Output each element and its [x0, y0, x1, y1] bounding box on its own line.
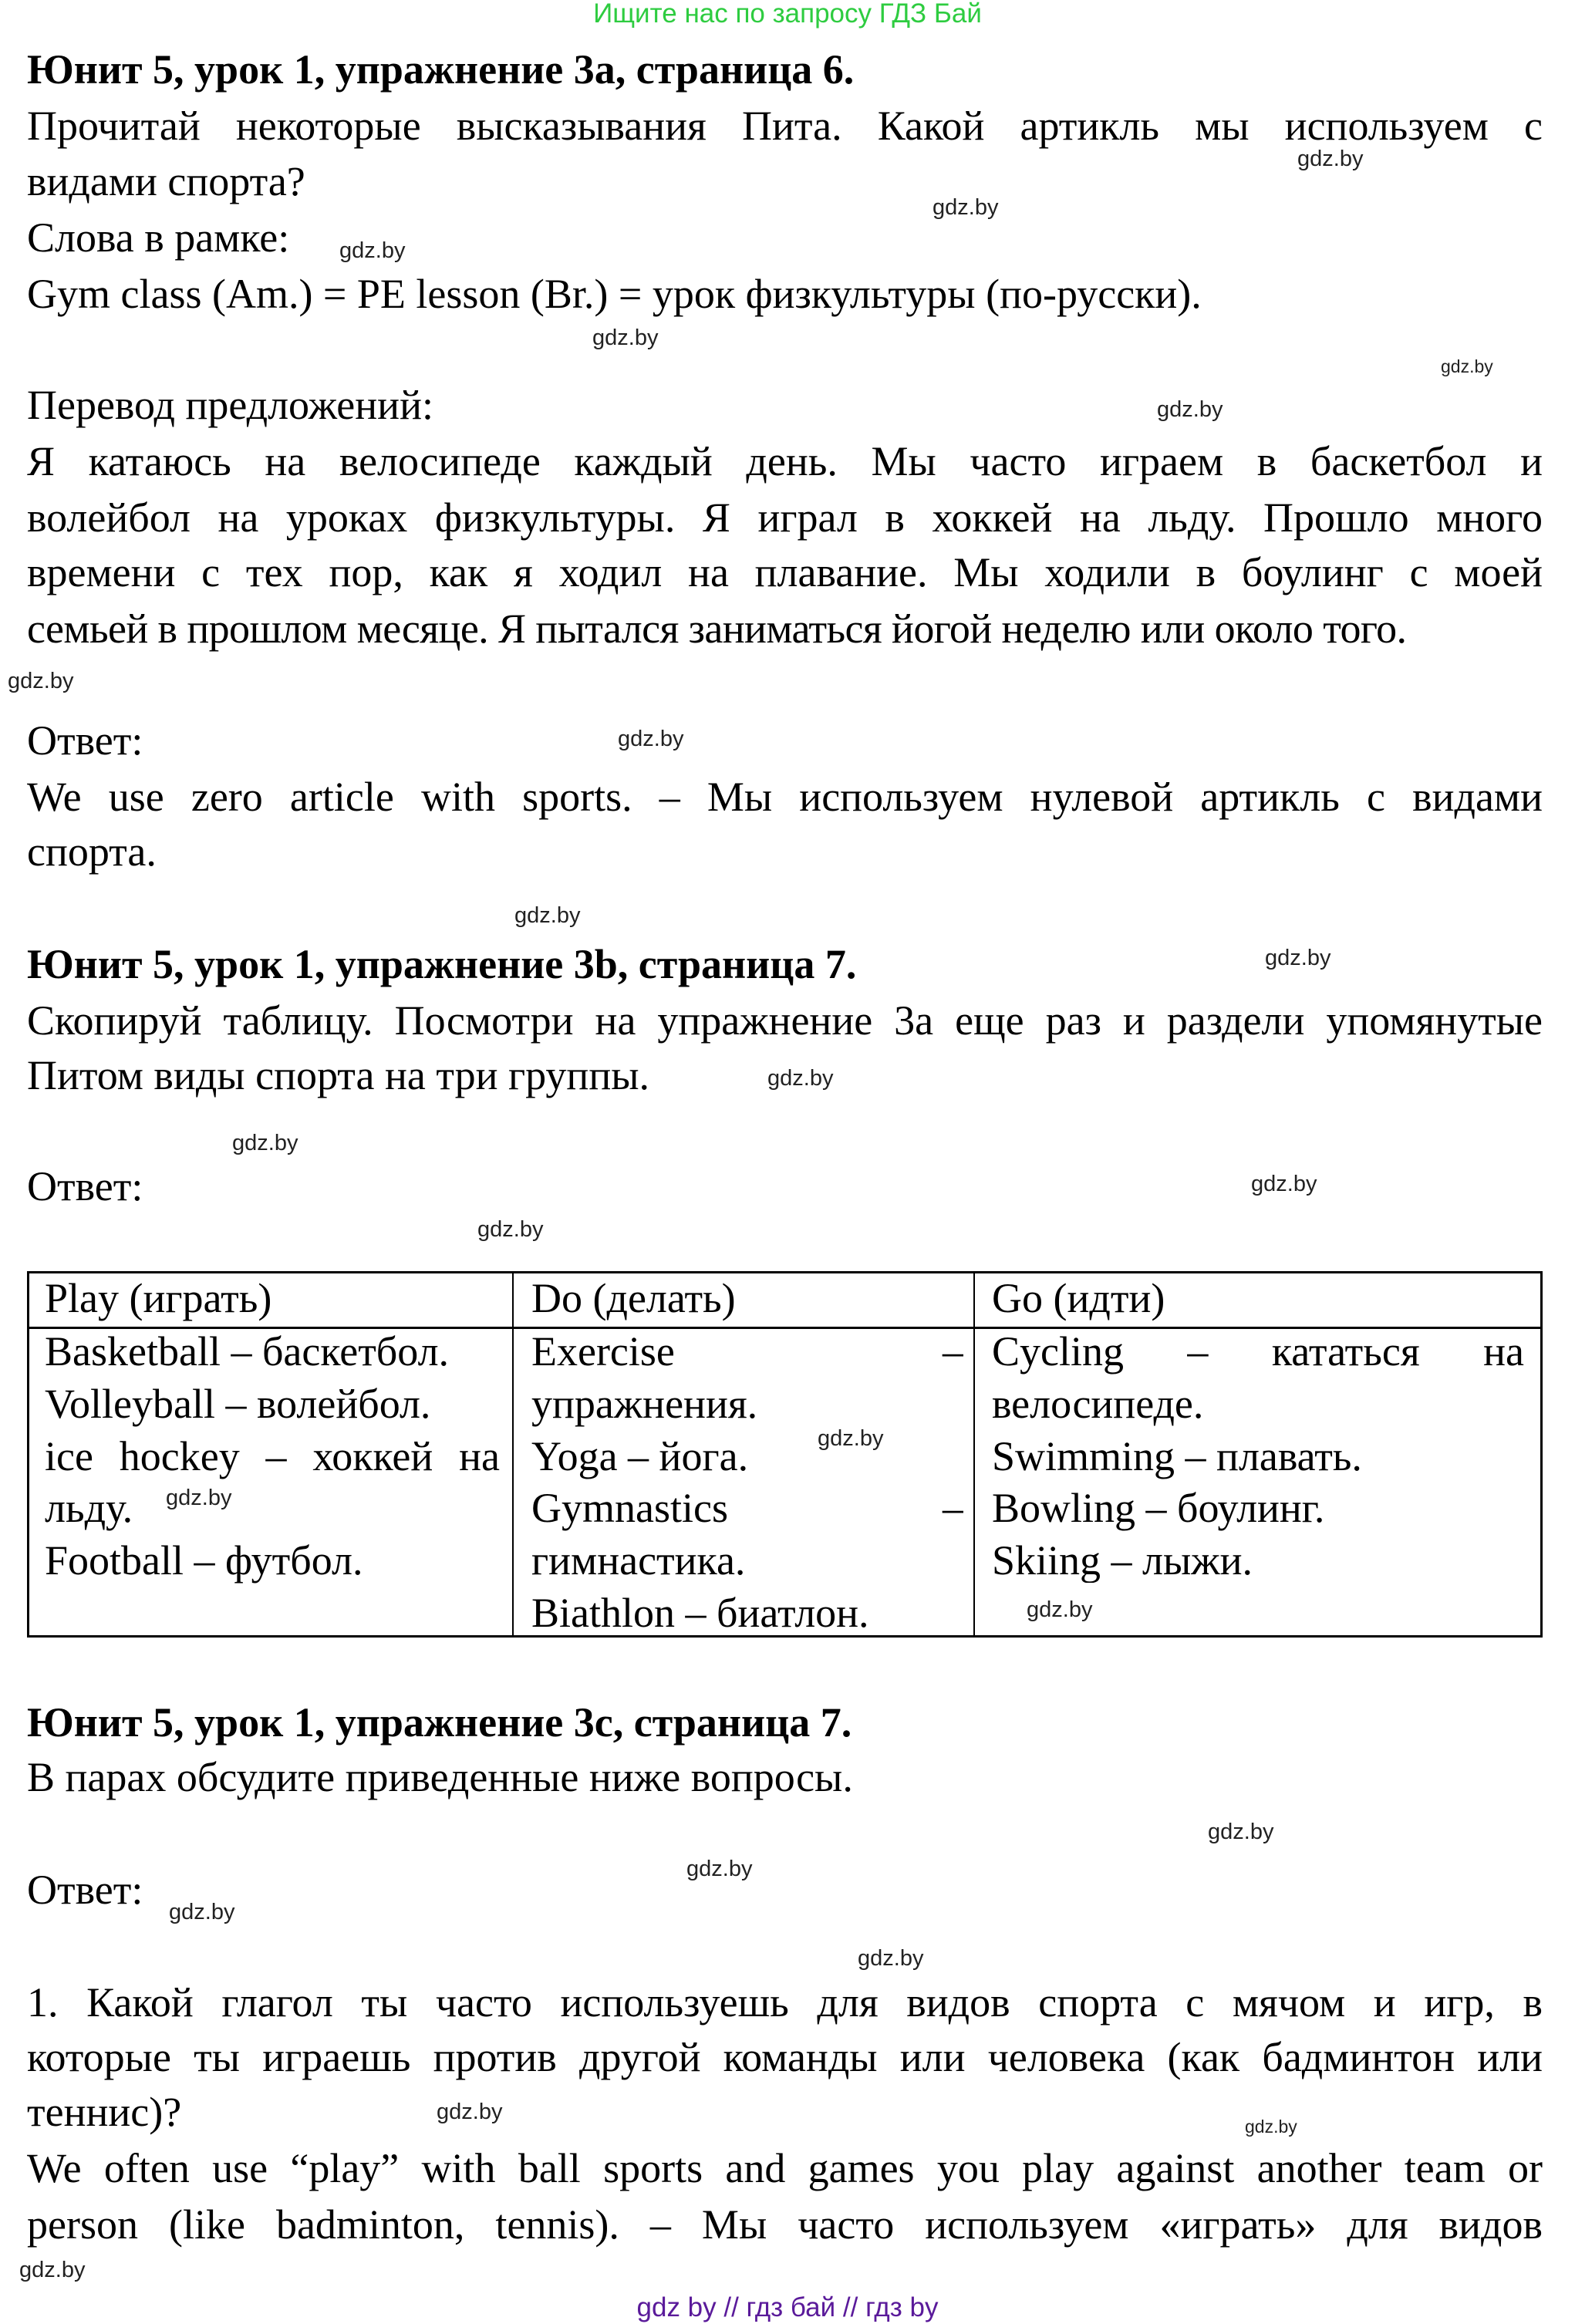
table-cell-line: ice hockey – хоккей на [45, 1433, 500, 1479]
table-header-go: Go (идти) [992, 1275, 1165, 1321]
watermark: gdz.by [339, 238, 406, 263]
section2-heading: Юнит 5, урок 1, упражнение 3b, страница 7. [27, 941, 857, 987]
watermark: gdz.by [618, 727, 684, 751]
answer-line: person (like badminton, tennis). – Мы часто используем «играть» для видов [27, 2201, 1543, 2248]
table-cell-line: Exercise – [531, 1328, 963, 1374]
table-cell-line: Volleyball – волейбол. [45, 1381, 431, 1427]
words-label: Слова в рамке: [27, 214, 290, 261]
watermark: gdz.by [169, 1900, 235, 1924]
translation-line: семьей в прошлом месяце. Я пытался заниматься йогой неделю или около того. [27, 605, 1407, 652]
answer-line: We use zero article with sports. – Мы используем нулевой артикль с видами [27, 774, 1543, 820]
watermark: gdz.by [592, 325, 659, 350]
watermark: gdz.by [933, 195, 999, 220]
watermark: gdz.by [1441, 356, 1493, 376]
footer-links[interactable]: gdz by // гдз бай // гдз by [636, 2292, 939, 2322]
prompt-line: Питом виды спорта на три группы. [27, 1052, 649, 1098]
watermark: gdz.by [166, 1486, 232, 1510]
watermark: gdz.by [1297, 147, 1364, 171]
answer-label: Ответ: [27, 717, 143, 764]
watermark: gdz.by [1265, 946, 1331, 970]
watermark: gdz.by [686, 1857, 753, 1881]
section1-heading: Юнит 5, урок 1, упражнение 3a, страница 6. [27, 46, 855, 93]
table-cell-line: Skiing – лыжи. [992, 1537, 1253, 1583]
translation-line: волейбол на уроках физкультуры. Я играл в хоккей на льду. Прошло много [27, 494, 1543, 541]
prompt-line: Прочитай некоторые высказывания Пита. Какой артикль мы используем с [27, 103, 1543, 149]
table-cell-line: Bowling – боулинг. [992, 1485, 1325, 1531]
prompt-line: В парах обсудите приведенные ниже вопросы. [27, 1754, 853, 1800]
watermark: gdz.by [767, 1066, 834, 1091]
table-header-do: Do (делать) [531, 1275, 736, 1321]
table-cell-line: льду. [45, 1485, 133, 1531]
watermark: gdz.by [1157, 397, 1223, 422]
translation-line: времени с тех пор, как я ходил на плавание. Мы ходили в боулинг с моей [27, 549, 1543, 595]
question-line: которые ты играешь против другой команды или человека (как бадминтон или [27, 2034, 1543, 2080]
watermark: gdz.by [8, 669, 74, 693]
table-cell-line: Football – футбол. [45, 1537, 363, 1584]
answer-line: спорта. [27, 828, 157, 875]
translation-label: Перевод предложений: [27, 382, 433, 428]
table-header-play: Play (играть) [45, 1275, 272, 1321]
watermark: gdz.by [19, 2258, 86, 2282]
answer-line: We often use “play” with ball sports and games you play against another team or [27, 2145, 1543, 2191]
words-line: Gym class (Am.) = PE lesson (Br.) = урок физкультуры (по-русски). [27, 271, 1202, 317]
table-cell-line: Cycling – кататься на [992, 1328, 1524, 1374]
watermark: gdz.by [232, 1131, 298, 1155]
table-cell-line: Biathlon – биатлон. [531, 1590, 869, 1636]
watermark: gdz.by [437, 2100, 503, 2124]
prompt-line: Скопируй таблицу. Посмотри на упражнение 3a еще раз и раздели упомянутые [27, 997, 1543, 1044]
watermark: gdz.by [514, 903, 581, 928]
watermark: gdz.by [477, 1217, 544, 1242]
search-banner[interactable]: Ищите нас по запросу ГДЗ Бай [593, 0, 982, 29]
watermark: gdz.by [858, 1946, 924, 1971]
question-line: теннис)? [27, 2089, 182, 2135]
table-cell-line: упражнения. [531, 1381, 758, 1427]
watermark: gdz.by [1251, 1172, 1317, 1196]
translation-line: Я катаюсь на велосипеде каждый день. Мы часто играем в баскетбол и [27, 438, 1543, 484]
watermark: gdz.by [818, 1426, 884, 1451]
question-line: 1. Какой глагол ты часто используешь для видов спорта с мячом и игр, в [27, 1979, 1543, 2025]
section3-heading: Юнит 5, урок 1, упражнение 3c, страница 7. [27, 1699, 852, 1746]
prompt-line: видами спорта? [27, 158, 305, 204]
answer-label: Ответ: [27, 1867, 143, 1913]
table-cell-line: Basketball – баскетбол. [45, 1328, 450, 1374]
answer-label: Ответ: [27, 1163, 143, 1209]
table-cell-line: Yoga – йога. [531, 1433, 749, 1479]
table-cell-line: Swimming – плавать. [992, 1433, 1362, 1479]
watermark: gdz.by [1027, 1597, 1093, 1622]
table-cell-line: Gymnastics – [531, 1485, 963, 1531]
watermark: gdz.by [1208, 1820, 1274, 1844]
table-cell-line: гимнастика. [531, 1537, 746, 1584]
watermark: gdz.by [1245, 2117, 1297, 2137]
table-cell-line: велосипеде. [992, 1381, 1204, 1427]
